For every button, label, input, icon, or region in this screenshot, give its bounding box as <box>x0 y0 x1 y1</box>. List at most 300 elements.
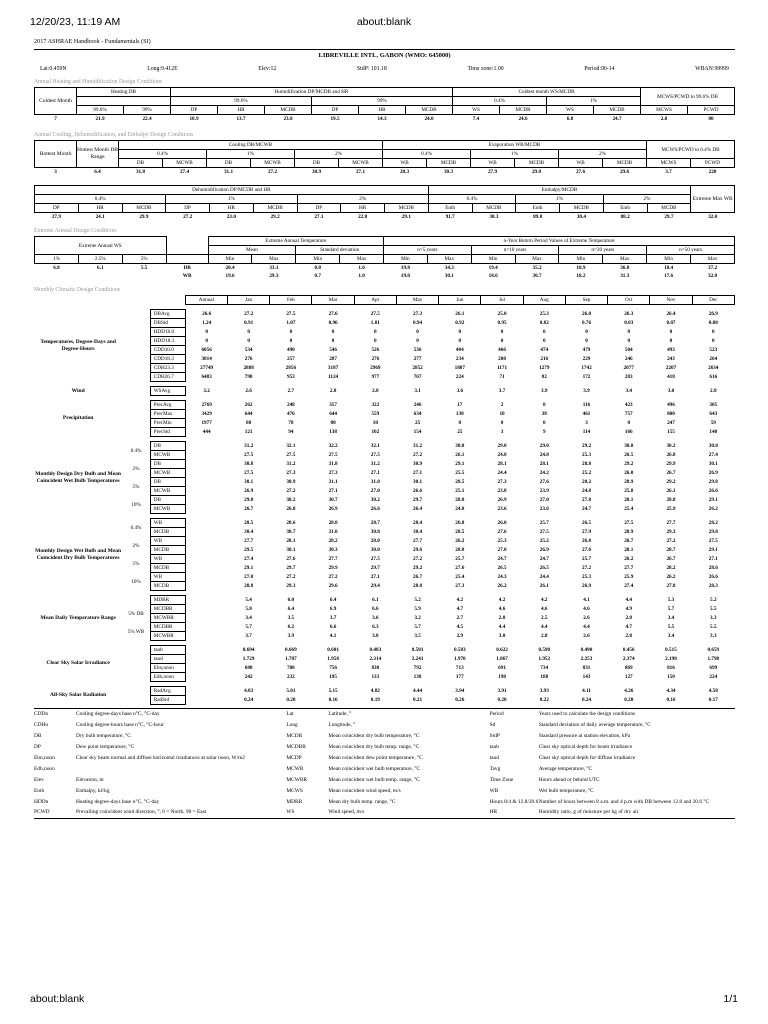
value-cell: 29.7 <box>664 214 674 220</box>
value-cell: 2.8 <box>625 615 632 621</box>
legend-definition: Clear sky beam normal and diffuse horizontal irradiances at solar noon, W/m2 <box>76 754 246 761</box>
value-cell: 276 <box>371 356 380 362</box>
value-cell: 2.7 <box>456 615 464 621</box>
value-cell: 28.6 <box>708 565 718 571</box>
value-cell: 246 <box>624 356 633 362</box>
value-cell: 0.19 <box>370 697 380 703</box>
legend-abbrev: Long <box>286 721 298 728</box>
value-cell: 31.0 <box>370 479 380 485</box>
value-cell: 31.1 <box>328 479 338 485</box>
th-pct: 99.6% <box>171 97 312 106</box>
quantity-label: PrecMin <box>150 419 185 428</box>
value-cell: 6056 <box>201 347 212 353</box>
value-cell <box>185 460 227 469</box>
value-cell: 172 <box>582 374 591 380</box>
value-cell: 27.1 <box>355 169 366 175</box>
value-cell: 1.952 <box>538 656 551 662</box>
value-cell: 143 <box>582 674 591 680</box>
station-info-item: StdP: 101.18 <box>356 66 387 72</box>
value-cell: 4.5 <box>456 624 464 630</box>
th-humidification: Humidification DP/MCDB and HR <box>171 88 453 97</box>
value-cell: 493 <box>667 347 675 353</box>
quantity-label: MCWB <box>150 469 185 478</box>
value-cell: 3.6 <box>372 615 379 621</box>
quantity-label: DBAvg <box>150 310 185 319</box>
value-cell: 4.26 <box>624 688 634 694</box>
value-cell: 28.2 <box>708 520 718 526</box>
value-cell: 25.3 <box>581 574 592 580</box>
value-cell: 18.2 <box>576 273 586 279</box>
quantity-label: MDBR <box>150 596 185 605</box>
value-cell: 816 <box>667 665 675 671</box>
value-cell: 3.7 <box>665 169 672 175</box>
section-heating-title: Annual Heating and Humidification Design Conditions <box>34 79 163 85</box>
legend-abbrev: Elev <box>34 776 44 783</box>
value-cell: 523 <box>709 347 718 353</box>
value-cell: 28.7 <box>370 520 380 526</box>
legend-definition: Wind speed, m/s <box>328 809 365 816</box>
value-cell: 23.8 <box>497 488 507 494</box>
value-cell <box>185 596 227 605</box>
value-cell <box>185 564 227 573</box>
value-cell: 27.0 <box>244 574 254 580</box>
value-cell <box>185 451 227 460</box>
value-cell: 0.483 <box>369 647 382 653</box>
value-cell: 34.3 <box>444 265 454 271</box>
value-cell: 27.2 <box>413 452 423 458</box>
value-cell: 26.2 <box>497 583 507 589</box>
value-cell: 27.1 <box>370 574 380 580</box>
quantity-label: WB <box>150 555 185 564</box>
value-cell: 26.6 <box>202 311 212 317</box>
station-info-item: WBAN:99999 <box>695 66 729 72</box>
value-cell: 59 <box>710 420 716 426</box>
value-cell: 25.9 <box>624 574 634 580</box>
value-cell: 29.6 <box>413 547 423 553</box>
value-cell: 6483 <box>201 374 212 380</box>
column-header: DP <box>35 204 79 213</box>
value-cell: 2.8 <box>625 633 632 639</box>
value-cell: 29.2 <box>270 214 280 220</box>
value-cell: 5.8 <box>245 606 252 612</box>
value-cell: 29.1 <box>455 461 465 467</box>
value-cell: 10 <box>372 420 378 426</box>
percentile-label <box>122 419 150 428</box>
column-header: Max <box>427 255 471 264</box>
column-header: MCDB <box>472 204 516 213</box>
value-cell: 476 <box>286 411 295 417</box>
value-cell: 0.501 <box>411 647 424 653</box>
value-cell: 0.583 <box>453 647 466 653</box>
value-cell: 490 <box>286 347 295 353</box>
column-header: Min <box>559 255 603 264</box>
value-cell: 127 <box>624 674 633 680</box>
value-cell: 23.6 <box>497 506 507 512</box>
value-cell: 27.5 <box>286 311 296 317</box>
section-monthly-title: Monthly Climatic Design Conditions <box>34 287 121 293</box>
value-cell: 18.9 <box>189 116 199 122</box>
value-cell: 116 <box>582 402 591 408</box>
value-cell: 0.16 <box>666 697 676 703</box>
value-cell: 276 <box>244 356 253 362</box>
value-cell: 5.9 <box>414 606 421 612</box>
legend-definition: Years used to calculate the design conditions <box>538 710 636 717</box>
value-cell: 27.5 <box>539 529 549 535</box>
column-header: DP <box>171 106 218 115</box>
column-header: HR <box>341 204 385 213</box>
quantity-label: PrecStd <box>150 428 185 437</box>
value-cell: 0 <box>247 329 250 335</box>
value-cell: 29.2 <box>666 479 676 485</box>
legend-abbrev: HR <box>489 809 498 816</box>
th-pct: 99% <box>312 97 453 106</box>
value-cell: 2.8 <box>541 633 548 639</box>
value-cell: 0.694 <box>242 647 255 653</box>
blank-cell <box>122 296 150 305</box>
value-cell: 977 <box>371 374 380 380</box>
quantity-label: MCWB <box>150 505 185 514</box>
quantity-label: WB <box>150 573 185 582</box>
value-cell: 3 <box>500 429 504 435</box>
value-cell: 3.7 <box>329 615 337 621</box>
value-cell: 33.1 <box>269 265 279 271</box>
month-header: Feb <box>270 296 312 305</box>
value-cell: 31.2 <box>244 443 254 449</box>
legend-definition: Standard deviation of daily average temperature, °C <box>538 721 651 728</box>
column-header: 5% <box>122 255 166 264</box>
section-cooling-title: Annual Cooling, Dehumidification, and Enthalpy Design Conditions <box>34 132 194 138</box>
th-pct: 0.4% <box>453 97 547 106</box>
blank-cell <box>35 272 79 280</box>
value-cell: 2.8 <box>498 615 506 621</box>
legend-abbrev: MCWBR <box>286 776 308 783</box>
value-cell: 26.9 <box>708 470 718 476</box>
value-cell: 31.8 <box>328 461 338 467</box>
percentile-label <box>122 310 150 319</box>
group-label: All-Sky Solar Radiation <box>50 692 107 698</box>
value-cell: 29.9 <box>139 214 149 220</box>
month-header: Nov <box>650 296 692 305</box>
value-cell: 4.1 <box>329 633 337 639</box>
th-db-range: Hottest Month DB Range <box>77 141 119 168</box>
value-cell: 27.6 <box>286 556 296 562</box>
station-title: LIBREVILLE INTL, GABON (WMO: 645000) <box>34 49 735 60</box>
value-cell: 25.4 <box>455 574 465 580</box>
value-cell <box>185 546 227 555</box>
value-cell: 4.6 <box>541 606 548 612</box>
legend-definition: Mean coincident dry bulb temperature, °C <box>328 732 420 739</box>
value-cell: 25.7 <box>581 556 592 562</box>
value-cell: 0 <box>627 329 631 335</box>
value-cell: 19.6 <box>225 273 235 279</box>
value-cell: 0.20 <box>497 697 507 703</box>
column-header: 99.6% <box>77 106 124 115</box>
value-cell: 2.6 <box>583 633 590 639</box>
column-header: Min <box>471 255 515 264</box>
value-cell: 80 <box>330 420 336 426</box>
legend-abbrev: DP <box>34 743 41 750</box>
quantity-label: HDD10.0 <box>150 328 185 337</box>
value-cell: 32.1 <box>370 443 380 449</box>
quantity-label: MCWB <box>150 451 185 460</box>
th-mcws-pcwd: MCWS/PCWD to 0.4% DB <box>647 141 735 159</box>
column-header: 1% <box>35 255 79 264</box>
station-info-item: Period:90-14 <box>584 66 615 72</box>
value-cell: 3.5 <box>414 633 421 639</box>
value-cell: 27.0 <box>497 547 507 553</box>
value-cell: 1124 <box>328 374 339 380</box>
value-cell: 27.5 <box>370 311 380 317</box>
value-cell: 17.6 <box>664 273 674 279</box>
value-cell: 27.0 <box>370 488 380 494</box>
percentile-label <box>122 346 150 355</box>
value-cell: 26.6 <box>708 488 718 494</box>
value-cell: 21.9 <box>95 116 105 122</box>
value-cell: 2969 <box>370 365 381 371</box>
value-cell: 0 <box>500 338 504 344</box>
value-cell: 3.2 <box>414 615 421 621</box>
value-cell: 6.6 <box>329 624 337 630</box>
legend-abbrev: StdP <box>489 732 500 739</box>
percentile-label <box>122 337 150 346</box>
column-header: HR <box>78 204 122 213</box>
value-cell: 28.2 <box>666 565 676 571</box>
value-cell: 27.1 <box>314 214 324 220</box>
value-cell: 18.4 <box>664 265 674 271</box>
quantity-label: RadStd <box>150 696 185 705</box>
value-cell: 27.4 <box>179 169 190 175</box>
print-page-title: about:blank <box>356 16 412 28</box>
value-cell: 0 <box>542 338 546 344</box>
value-cell: 0.82 <box>539 320 549 326</box>
value-cell: 25.5 <box>455 470 465 476</box>
column-header: MCDB <box>265 106 312 115</box>
legend-definition: Dew point temperature, °C <box>76 743 135 750</box>
value-cell: 3.94 <box>455 688 465 694</box>
legend-definition: Heating degree-days base n°C, °C-day <box>76 798 160 805</box>
value-cell: 3 <box>585 420 588 426</box>
column-header: Max <box>691 255 735 264</box>
value-cell: 27.9 <box>51 214 61 220</box>
legend-abbrev: MCWS <box>286 787 303 794</box>
blank-cell <box>150 296 185 305</box>
value-cell: 1.787 <box>285 656 297 662</box>
value-cell: 6.8 <box>566 116 574 122</box>
value-cell: 2.374 <box>622 656 635 662</box>
value-cell: 4.11 <box>582 688 591 694</box>
blank-cell <box>166 255 208 264</box>
value-cell: 869 <box>624 665 633 671</box>
column-header: HR <box>210 204 254 213</box>
value-cell: 0 <box>585 329 588 335</box>
value-cell <box>185 614 227 623</box>
value-cell: 0 <box>627 338 631 344</box>
value-cell: 2.9 <box>456 633 464 639</box>
sub-header: n=10 years <box>471 246 559 255</box>
value-cell: 26.4 <box>413 506 423 512</box>
value-cell: 25.3 <box>497 538 507 544</box>
value-cell: 1279 <box>539 365 550 371</box>
value-cell: 0 <box>458 420 462 426</box>
value-cell: 30.7 <box>328 497 338 503</box>
percentile-label: 2% <box>132 542 140 549</box>
quantity-label: DB <box>150 460 185 469</box>
column-header: 99% <box>124 106 171 115</box>
th-extreme-ws: Extreme Annual WS <box>35 237 167 255</box>
value-cell: 1171 <box>496 365 508 371</box>
value-cell: 6.0 <box>287 597 295 603</box>
value-cell: 26.6 <box>370 506 380 512</box>
value-cell <box>185 673 227 682</box>
value-cell: 31.8 <box>135 169 146 175</box>
value-cell: 484 <box>455 347 464 353</box>
th-extreme-max-wb: Extreme Max WB <box>691 186 735 213</box>
value-cell: 26.8 <box>455 520 465 526</box>
value-cell: 24.8 <box>497 452 507 458</box>
value-cell: 30.4 <box>413 529 423 535</box>
value-cell: 26.1 <box>539 583 549 589</box>
column-header: DP <box>166 204 210 213</box>
value-cell: 31.0 <box>328 529 338 535</box>
value-cell: 2.8 <box>329 388 337 394</box>
value-cell: 31.2 <box>370 461 380 467</box>
quantity-label: CDD18.3 <box>150 355 185 364</box>
value-cell: 154 <box>413 429 422 435</box>
extreme-ws-value: 5.5 <box>140 265 148 271</box>
value-cell: 27.6 <box>581 547 592 553</box>
percentile-header: 1% <box>207 150 295 159</box>
value-cell: 27.2 <box>666 538 676 544</box>
legend-definition: Clear sky optical depth for beam irradiance <box>538 743 633 750</box>
value-cell: 28.2 <box>581 479 592 485</box>
value-cell: 546 <box>329 347 337 353</box>
value-cell: 24.2 <box>539 470 549 476</box>
value-cell: 195 <box>329 674 337 680</box>
value-cell: 0 <box>374 338 377 344</box>
column-header: MCWB <box>339 159 383 168</box>
value-cell: 31.2 <box>286 461 296 467</box>
value-cell: 3.6 <box>456 388 464 394</box>
value-cell: 28.8 <box>666 497 676 503</box>
value-cell: 2.8 <box>660 116 668 122</box>
value-cell: 29.0 <box>497 443 507 449</box>
value-cell: 25.2 <box>539 538 549 544</box>
legend-definition: Enthalpy, kJ/kg <box>76 787 110 794</box>
value-cell: 20.4 <box>225 265 235 271</box>
value-cell: 287 <box>329 356 337 362</box>
legend-abbrev: Time Zone <box>489 776 514 783</box>
value-cell: 2.6 <box>583 615 590 621</box>
value-cell: 27.5 <box>624 520 634 526</box>
value-cell: 26.5 <box>497 565 507 571</box>
value-cell: 27.9 <box>487 169 498 175</box>
value-cell: 26.5 <box>539 565 549 571</box>
value-cell: 27.2 <box>413 556 423 562</box>
value-cell: 4.2 <box>541 597 548 603</box>
value-cell: 32.0 <box>707 273 718 279</box>
month-header: Jan <box>228 296 270 305</box>
value-cell: 27.2 <box>581 565 592 571</box>
percentile-header: 2% <box>559 150 647 159</box>
value-cell: 734 <box>540 665 549 671</box>
value-cell: 0.88 <box>708 320 718 326</box>
value-cell: 27749 <box>200 365 214 371</box>
value-cell: 0.24 <box>244 697 254 703</box>
value-cell: 2207 <box>665 365 677 371</box>
month-header: Annual <box>185 296 227 305</box>
value-cell: 26.5 <box>624 452 634 458</box>
sub-header: n=5 years <box>384 246 472 255</box>
legend-abbrev: PCWD <box>34 809 50 816</box>
value-cell: 26.7 <box>666 556 676 562</box>
value-cell: 29.3 <box>269 273 279 279</box>
value-cell: 0.515 <box>665 647 677 653</box>
value-cell: 24.1 <box>95 214 105 220</box>
value-cell: 25.3 <box>581 452 592 458</box>
column-header: Max <box>515 255 559 264</box>
value-cell: 27.1 <box>708 556 718 562</box>
value-cell: 0.601 <box>327 647 339 653</box>
quantity-label: HDD18.3 <box>150 337 185 346</box>
group-label: Monthly Design Dry Bulb and Mean Coincident Wet Bulb Temperatures <box>35 470 121 484</box>
value-cell: 30.3 <box>489 214 499 220</box>
value-cell: 27.7 <box>666 520 676 526</box>
value-cell <box>185 478 227 487</box>
quantity-label: MCDB <box>150 528 185 537</box>
percentile-header: 0.4% <box>383 150 471 159</box>
cooling-table <box>34 140 735 176</box>
value-cell: 27.9 <box>581 529 592 535</box>
value-cell: 3 <box>54 169 57 175</box>
legend-abbrev: taub <box>489 743 499 750</box>
value-cell: 29.0 <box>539 443 549 449</box>
value-cell: 24.4 <box>539 574 549 580</box>
value-cell: 27.6 <box>455 565 465 571</box>
value-cell: 27.2 <box>244 311 254 317</box>
value-cell: 133 <box>371 674 380 680</box>
value-cell: 26.9 <box>539 547 549 553</box>
value-cell: 2888 <box>243 365 254 371</box>
value-cell: 5.2 <box>710 597 717 603</box>
value-cell: 2.241 <box>411 656 424 662</box>
value-cell <box>185 696 227 705</box>
value-cell: 444 <box>202 429 211 435</box>
value-cell: 3.93 <box>539 688 549 694</box>
legend-abbrev: HDDn <box>34 798 49 805</box>
value-cell: 1.6 <box>358 265 365 271</box>
value-cell: 2.314 <box>369 656 382 662</box>
month-header: Apr <box>354 296 396 305</box>
value-cell: 26.3 <box>624 311 634 317</box>
station-info-item: Elev:12 <box>258 66 277 72</box>
value-cell: 0 <box>458 338 462 344</box>
value-cell: 0.76 <box>581 320 592 326</box>
value-cell: 0.456 <box>622 647 635 653</box>
dehumidification-table <box>34 185 735 221</box>
value-cell: 30.4 <box>244 529 254 535</box>
column-header: DP <box>312 106 359 115</box>
value-cell: 0 <box>500 420 504 426</box>
value-cell: 0.95 <box>497 320 507 326</box>
percentile-label: 10% <box>131 501 141 508</box>
value-cell: 5.5 <box>710 624 717 630</box>
value-cell: 30.2 <box>286 497 296 503</box>
value-cell: 24.8 <box>539 452 549 458</box>
percentile-header: 0.4% <box>428 195 516 204</box>
value-cell: 9 <box>542 429 546 435</box>
value-cell: 177 <box>455 674 464 680</box>
column-header: DB <box>119 159 163 168</box>
